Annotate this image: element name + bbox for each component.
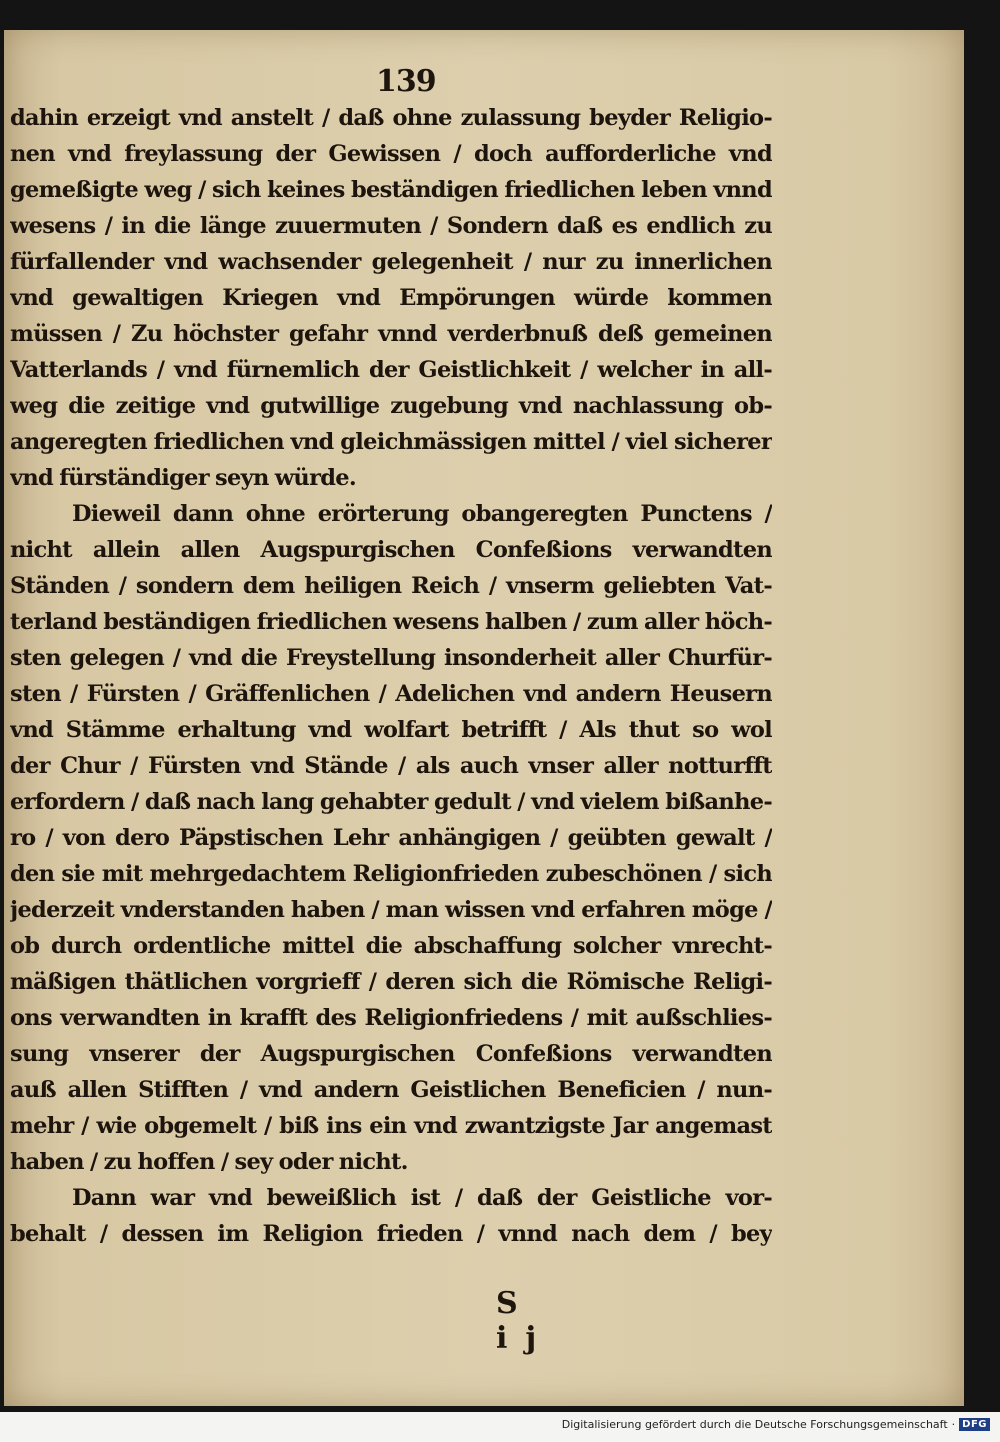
text-line: vnd Stämme erhaltung vnd wolfart betrifft / Als thut so wol xyxy=(10,717,772,743)
text-line: Vatterlands / vnd fürnemlich der Geistlichkeit / welcher in all- xyxy=(10,357,772,383)
text-line: nicht allein allen Augspurgischen Confeßions verwandten xyxy=(10,537,772,563)
text-line: vnd fürständiger seyn würde. xyxy=(10,465,357,491)
text-line: vnd gewaltigen Kriegen vnd Empörungen würde kommen xyxy=(10,285,772,311)
text-line: dahin erzeigt vnd anstelt / daß ohne zulassung beyder Religio- xyxy=(10,105,772,131)
book-page xyxy=(4,30,964,1406)
text-line: mehr / wie obgemelt / biß ins ein vnd zwantzigste Jar angemast xyxy=(10,1113,772,1139)
text-line: gemeßigte weg / sich keines beständigen friedlichen leben vnnd xyxy=(10,177,772,203)
dfg-logo: DFG xyxy=(959,1418,990,1431)
text-line: Ständen / sondern dem heiligen Reich / vnserm geliebten Vat- xyxy=(10,573,772,599)
text-line: haben / zu hoffen / sey oder nicht. xyxy=(10,1149,408,1175)
text-line: müssen / Zu höchster gefahr vnnd verderbnuß deß gemeinen xyxy=(10,321,772,347)
text-line: sten gelegen / vnd die Freystellung insonderheit aller Churfür- xyxy=(10,645,772,671)
paragraph-start: Dann war vnd beweißlich ist / daß der Geistliche vor- xyxy=(72,1185,772,1211)
text-line: auß allen Stifften / vnd andern Geistlichen Beneficien / nun- xyxy=(10,1077,772,1103)
text-line: sung vnserer der Augspurgischen Confeßions verwandten xyxy=(10,1041,772,1067)
text-line: ob durch ordentliche mittel die abschaffung solcher vnrecht- xyxy=(10,933,772,959)
text-line: ons verwandten in krafft des Religionfriedens / mit außschlies- xyxy=(10,1005,772,1031)
text-line: behalt / dessen im Religion frieden / vnnd nach dem / bey xyxy=(10,1221,772,1247)
text-line: sten / Fürsten / Gräffenlichen / Adelichen vnd andern Heusern xyxy=(10,681,772,707)
paragraph-start: Dieweil dann ohne erörterung obangeregten Punctens / xyxy=(72,501,772,527)
text-line: terland beständigen friedlichen wesens halben / zum aller höch- xyxy=(10,609,772,635)
text-line: weg die zeitige vnd gutwillige zugebung vnd nachlassung ob- xyxy=(10,393,772,419)
text-line: den sie mit mehrgedachtem Religionfrieden zubeschönen / sich xyxy=(10,861,772,887)
text-line: fürfallender vnd wachsender gelegenheit / nur zu innerlichen xyxy=(10,249,772,275)
text-line: mäßigen thätlichen vorgrieff / deren sich die Römische Religi- xyxy=(10,969,772,995)
text-line: ro / von dero Päpstischen Lehr anhängigen / geübten gewalt / xyxy=(10,825,772,851)
text-line: wesens / in die länge zuuermuten / Sondern daß es endlich zu xyxy=(10,213,772,239)
footer xyxy=(562,1418,990,1431)
text-line: erfordern / daß nach lang gehabter gedult / vnd vielem bißanhe- xyxy=(10,789,772,815)
text-line: angeregten friedlichen vnd gleichmässigen mittel / viel sicherer xyxy=(10,429,772,455)
funding-credit: Digitalisierung gefördert durch die Deutsche Forschungsgemeinschaft xyxy=(561,1418,948,1431)
text-line: der Chur / Fürsten vnd Stände / als auch vnser aller notturfft xyxy=(10,753,772,779)
separator-dot: · xyxy=(951,1418,956,1431)
text-line: nen vnd freylassung der Gewissen / doch aufforderliche vnd xyxy=(10,141,772,167)
signature-mark: S ij xyxy=(496,1286,555,1356)
page-number: 139 xyxy=(376,64,436,99)
text-line: jederzeit vnderstanden haben / man wissen vnd erfahren möge / xyxy=(10,897,772,923)
